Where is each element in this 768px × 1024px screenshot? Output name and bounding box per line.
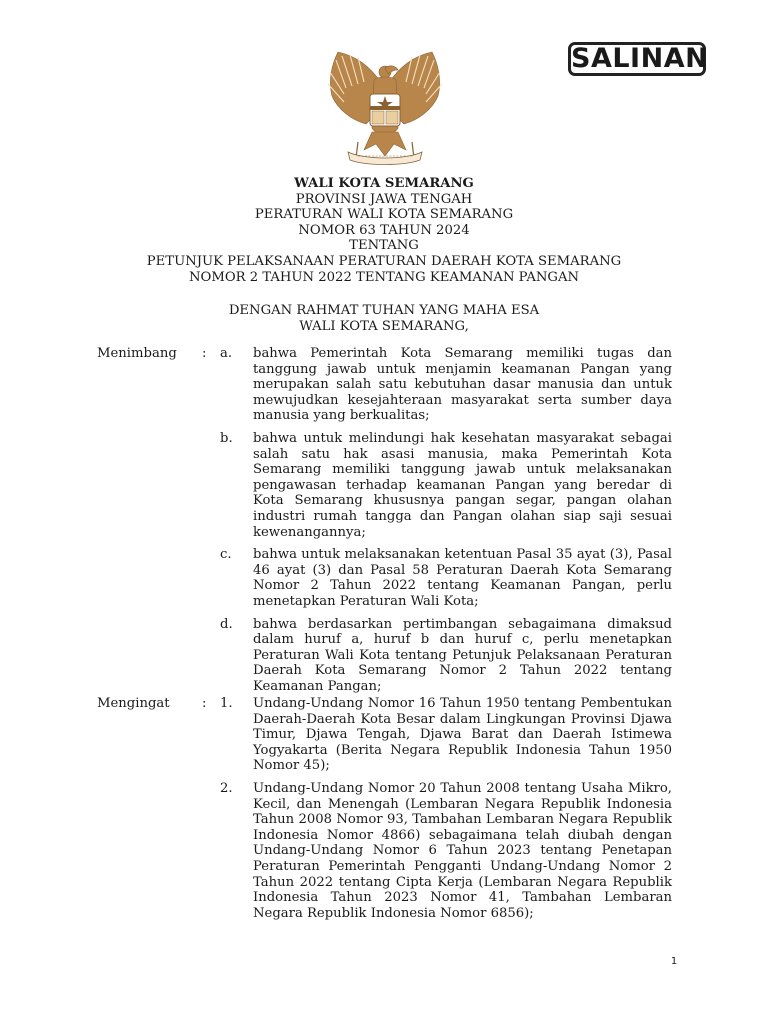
item-text: bahwa untuk melindungi hak kesehatan masyarakat sebagai salah satu hak asasi manusia, maka Pemerintah Kota Semarang memiliki tanggung jawab untuk melaksanakan pengawasan terhadap keamanan Pangan yang beredar di Kota Semarang khususnya pangan segar, pangan olahan industri rumah tangga dan Pangan olahan siap saji sesuai kewenangannya; — [253, 430, 672, 540]
about-line: TENTANG — [349, 238, 419, 254]
mengingat-item — [97, 781, 672, 921]
mengingat-item — [97, 696, 672, 774]
item-marker: c. — [220, 547, 232, 563]
menimbang-item — [97, 617, 672, 695]
item-marker: b. — [220, 430, 233, 446]
item-text: bahwa berdasarkan pertimbangan sebagaimana dimaksud dalam huruf a, huruf b dan huruf c, perlu menetapkan Peraturan Wali Kota tentang Petunjuk Pelaksanaan Peraturan Daerah Kota Semarang Nomor 2 Tahun 2022 tentang Keamanan Pangan; — [253, 616, 672, 694]
item-marker: d. — [220, 616, 233, 632]
issuer-title: WALI KOTA SEMARANG — [294, 176, 474, 191]
mengingat-label: Mengingat — [97, 696, 170, 711]
regulation-line: PERATURAN WALI KOTA SEMARANG — [254, 207, 514, 223]
province-line: PROVINSI JAWA TENGAH — [295, 191, 473, 207]
regulation-number: NOMOR 63 TAHUN 2024 — [298, 222, 470, 238]
menimbang-item — [97, 346, 672, 424]
blessing-line: DENGAN RAHMAT TUHAN YANG MAHA ESA — [228, 303, 540, 319]
menimbang-section — [97, 346, 672, 694]
regulation-title-line-1: PETUNJUK PELAKSANAAN PERATURAN DAERAH KOTA SEMARANG — [146, 253, 622, 269]
document-header — [80, 176, 688, 334]
item-marker: a. — [220, 346, 233, 361]
official-line: WALI KOTA SEMARANG, — [299, 318, 469, 334]
garuda-pancasila-emblem-icon — [318, 48, 452, 170]
item-text: Undang-Undang Nomor 16 Tahun 1950 tentang Pembentukan Daerah-Daerah Kota Besar dalam Lingkungan Provinsi Djawa Timur, Djawa Tengah, Djawa Barat dan Daerah Istimewa Yogyakarta (Berita Negara Republik Indonesia Tahun 1950 Nomor 45); — [253, 696, 672, 774]
salinan-stamp: SALINAN — [568, 42, 706, 76]
regulation-title-line-2: NOMOR 2 TAHUN 2022 TENTANG KEAMANAN PANGAN — [188, 269, 580, 285]
menimbang-item — [97, 547, 672, 609]
page-number: 1 — [670, 956, 678, 967]
menimbang-colon: : — [202, 346, 207, 361]
item-marker: 2. — [220, 780, 233, 796]
mengingat-section — [97, 696, 672, 921]
item-text: bahwa Pemerintah Kota Semarang memiliki tugas dan tanggung jawab untuk menjamin keamanan Pangan yang merupakan salah satu kebutuhan dasar manusia dan untuk mewujudkan kesejahteraan masyarakat serta sumber daya manusia yang berkualitas; — [253, 346, 672, 424]
item-text: Undang-Undang Nomor 20 Tahun 2008 tentang Usaha Mikro, Kecil, dan Menengah (Lembaran Negara Republik Indonesia Tahun 2008 Nomor 93, Tambahan Lembaran Negara Republik Indonesia Nomor 4866) sebagaimana telah diubah dengan Undang-Undang Nomor 6 Tahun 2023 tentang Penetapan Peraturan Pemerintah Pengganti Undang-Undang Nomor 2 Tahun 2022 tentang Cipta Kerja (Lembaran Negara Republik Indonesia Tahun 2023 Nomor 41, Tambahan Lembaran Negara Republik Indonesia Nomor 6856); — [253, 780, 672, 921]
menimbang-label: Menimbang — [97, 346, 177, 361]
item-text: bahwa untuk melaksanakan ketentuan Pasal 35 ayat (3), Pasal 46 ayat (3) dan Pasal 58 Peraturan Daerah Kota Semarang Nomor 2 Tahun 2022 tentang Keamanan Pangan, perlu menetapkan Peraturan Wali Kota; — [253, 547, 672, 609]
item-marker: 1. — [220, 696, 233, 711]
menimbang-item — [97, 431, 672, 540]
mengingat-colon: : — [202, 696, 207, 711]
